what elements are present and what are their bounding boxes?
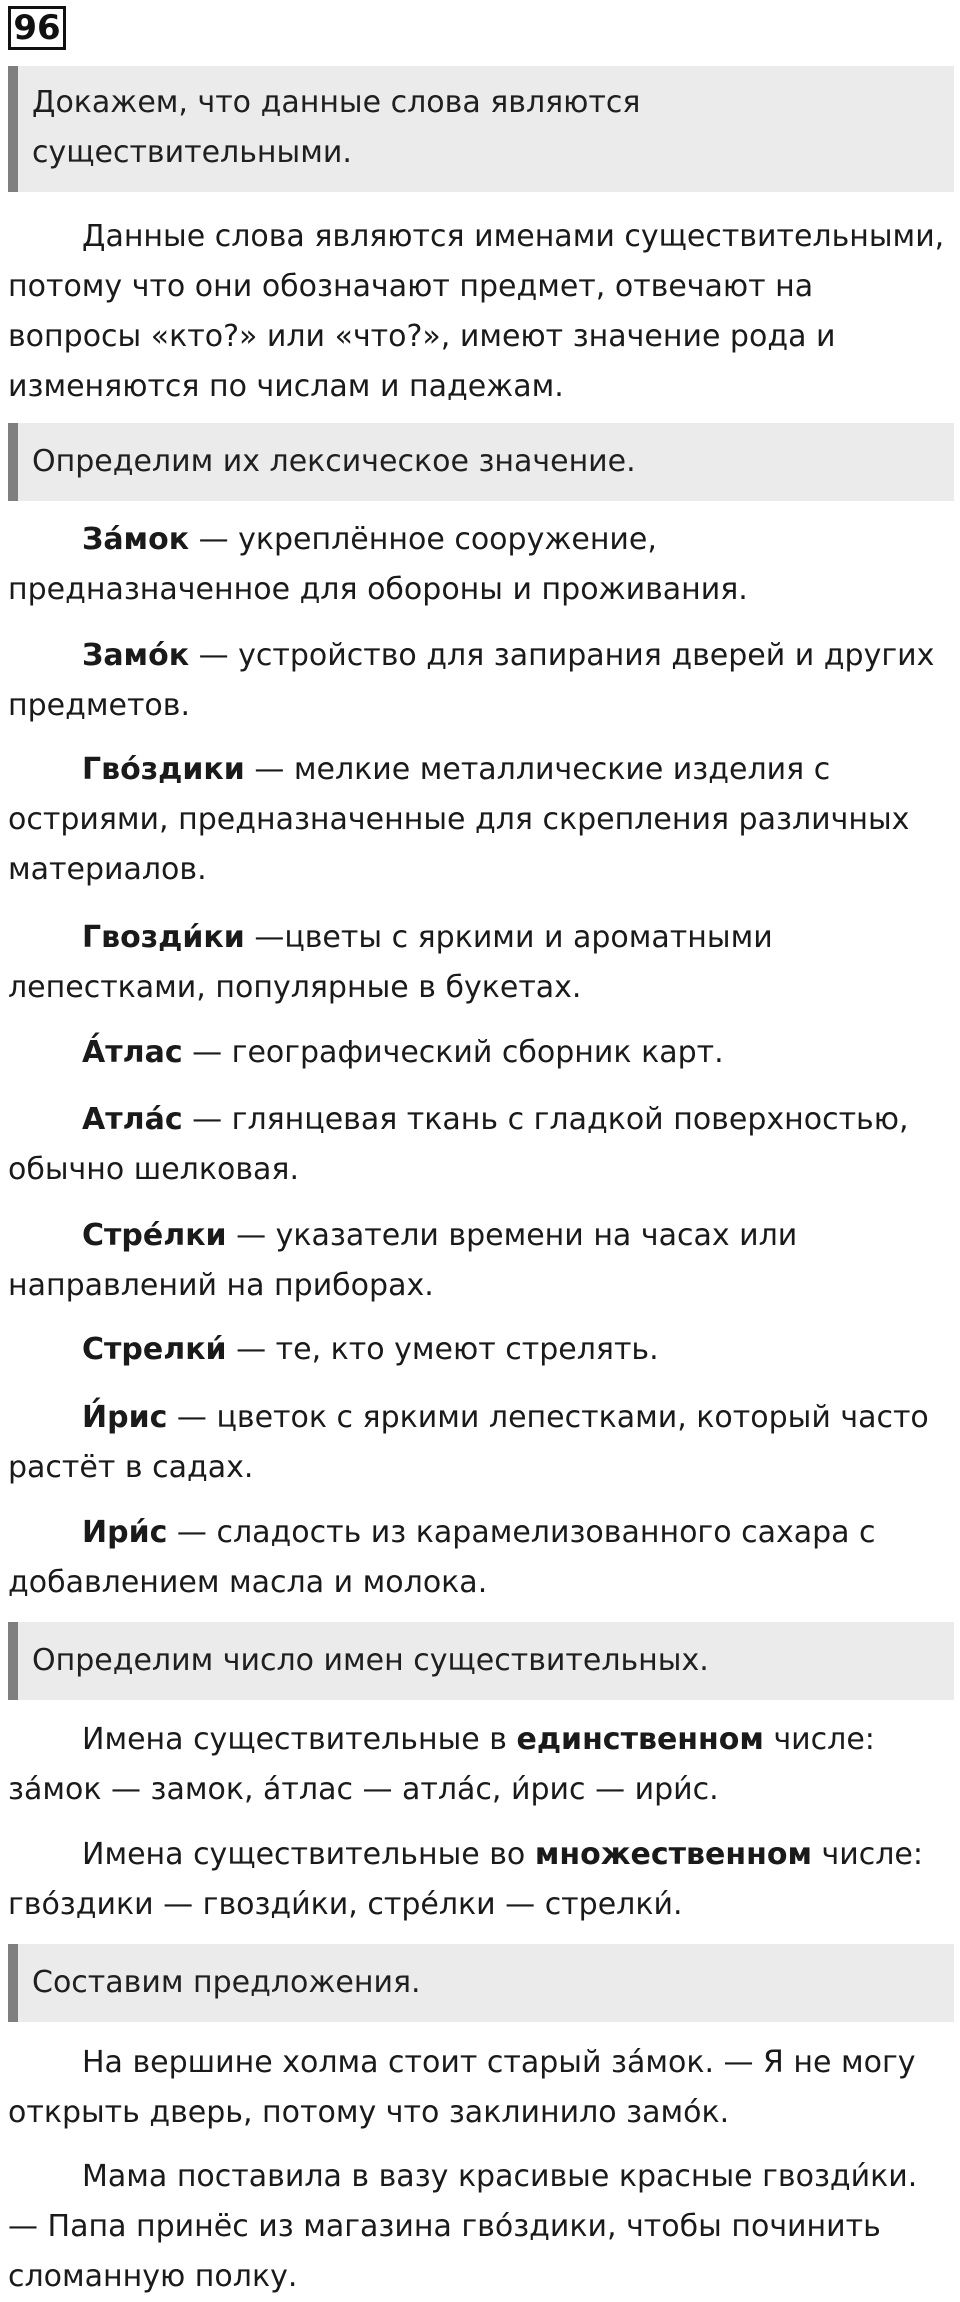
singular-paragraph [8, 1715, 948, 1815]
plural-keyword: множественном [534, 1837, 812, 1872]
definition-zamok-1 [8, 515, 948, 615]
definition-strelki-2 [8, 1325, 948, 1375]
definition-text: — географический сборник карт. [182, 1035, 724, 1070]
singular-text-end: числе: за́мок — замок, а́тлас — атла́с, и́рис — ири́с. [8, 1722, 875, 1807]
definition-term: За́мок [82, 522, 190, 557]
section-header-prove [8, 66, 954, 192]
definition-term: Атла́с [82, 1102, 183, 1137]
definition-zamok-2 [8, 631, 948, 731]
definition-iris-1 [8, 1393, 948, 1493]
section-header-meaning: Определим их лексическое значение. [8, 423, 954, 501]
section-header-prove-line1: Докажем, что данные слова являются [32, 85, 641, 120]
plural-text-end: числе: гво́здики — гвозди́ки, стре́лки — стрелки́. [8, 1837, 923, 1922]
definition-text: — мелкие металлические изделия с остриями, предназначенные для скрепления различных материалов. [8, 752, 910, 887]
definition-text: — сладость из карамелизованного сахара с добавлением масла и молока. [8, 1515, 876, 1600]
plural-text-start: Имена существительные во [82, 1837, 535, 1872]
sentence-paragraph-2: Мама поставила в вазу красивые красные гвозди́ки. — Папа принёс из магазина гво́здики, чтобы починить сломанную полку. [8, 2159, 918, 2294]
definition-text: — укреплённое сооружение, предназначенное для обороны и проживания. [8, 522, 748, 607]
task-number: 96 [8, 6, 66, 50]
definition-text: — те, кто умеют стрелять. [226, 1332, 659, 1367]
definition-term: Ири́с [82, 1515, 168, 1550]
sentence-paragraph-1: На вершине холма стоит старый за́мок. — Я не могу открыть дверь, потому что заклинило замо́к. [8, 2045, 916, 2130]
section-header-sentences: Составим предложения. [8, 1944, 954, 2022]
definition-term: А́тлас [82, 1035, 183, 1070]
definition-gvozdiki-1 [8, 745, 948, 895]
definition-atlas-1 [8, 1028, 948, 1078]
definition-term: Замо́к [82, 638, 190, 673]
explanation-paragraph: Данные слова являются именами существительными, потому что они обозначают предмет, отвечают на вопросы «кто?» или «что?», имеют значение рода и изменяются по числам и падежам. [8, 219, 945, 404]
definition-iris-2 [8, 1508, 948, 1608]
definition-gvozdiki-2 [8, 913, 948, 1013]
definition-text: — устройство для запирания дверей и других предметов. [8, 638, 935, 723]
definition-term: Стрелки́ [82, 1332, 227, 1367]
definition-atlas-2 [8, 1095, 948, 1195]
definition-strelki-1 [8, 1211, 948, 1311]
definition-text: — указатели времени на часах или направлений на приборах. [8, 1218, 798, 1303]
singular-text-start: Имена существительные в [82, 1722, 517, 1757]
singular-keyword: единственном [516, 1722, 764, 1757]
definition-term: И́рис [82, 1400, 168, 1435]
definition-term: Гвозди́ки [82, 920, 245, 955]
definition-term: Стре́лки [82, 1218, 227, 1253]
definition-text: —цветы с яркими и ароматными лепестками, популярные в букетах. [8, 920, 773, 1005]
definition-term: Гво́здики [82, 752, 245, 787]
plural-paragraph [8, 1830, 948, 1930]
definition-text: — глянцевая ткань с гладкой поверхностью, обычно шелковая. [8, 1102, 909, 1187]
definition-text: — цветок с яркими лепестками, который часто растёт в садах. [8, 1400, 929, 1485]
section-header-prove-line2: существительными. [32, 135, 352, 170]
section-header-number: Определим число имен существительных. [8, 1622, 954, 1700]
